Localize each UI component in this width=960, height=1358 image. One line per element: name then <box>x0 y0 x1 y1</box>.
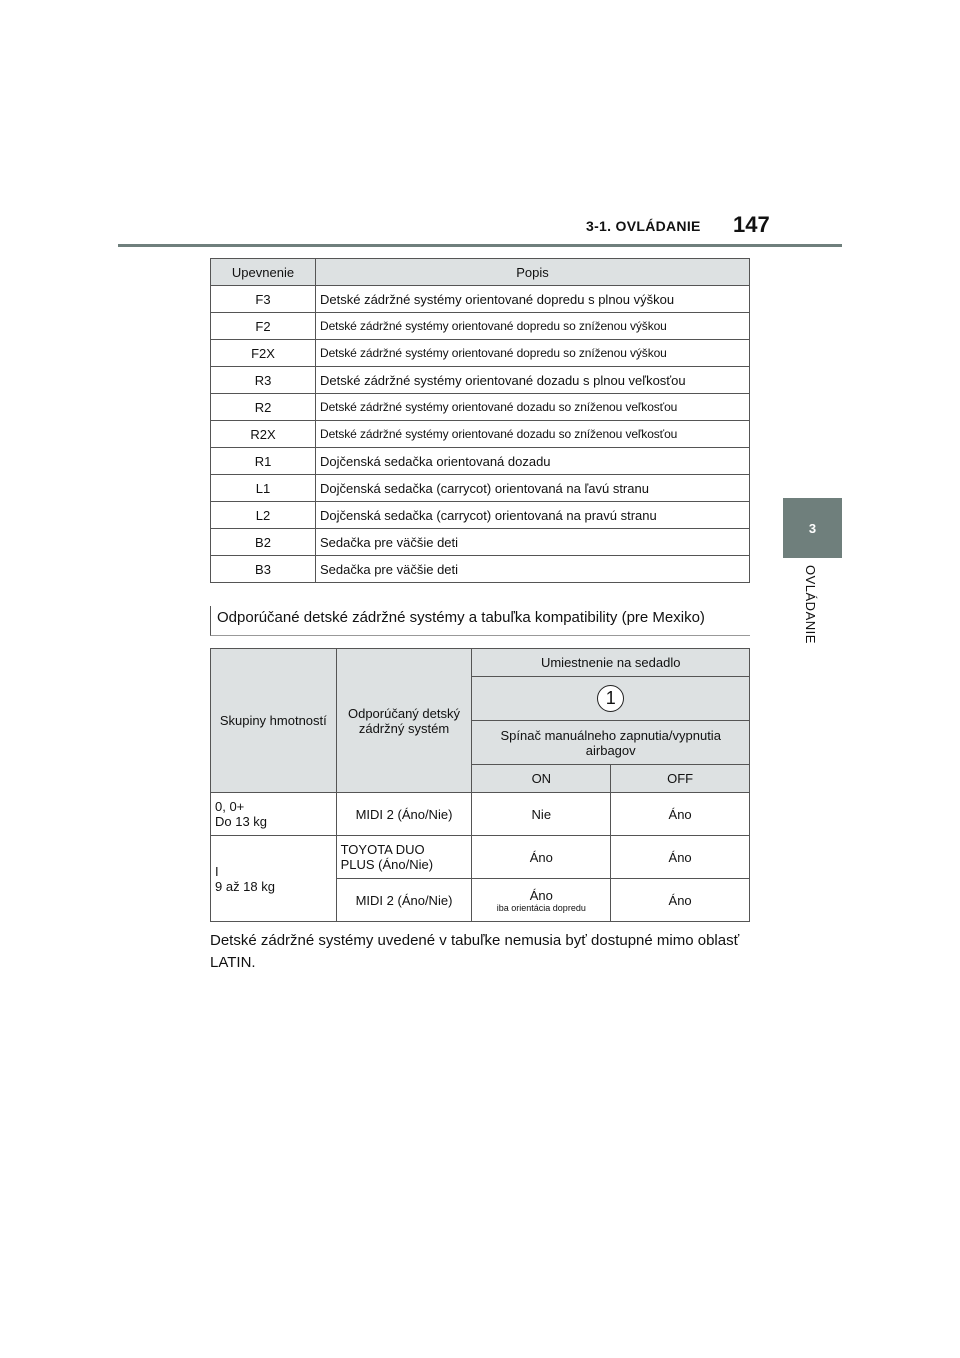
fixture-description: Dojčenská sedačka (carrycot) orientovaná na pravú stranu <box>316 502 750 529</box>
fixture-description: Detské zádržné systémy orientované dozadu s plnou veľkosťou <box>316 367 750 394</box>
table-row <box>211 448 750 475</box>
table-row <box>211 502 750 529</box>
table-row <box>211 475 750 502</box>
airbag-off-value: Áno <box>611 793 750 836</box>
column-header-airbag-switch <box>472 721 750 765</box>
system-variant: PLUS (Áno/Nie) <box>340 857 434 872</box>
compatibility-table <box>210 648 750 922</box>
fixture-code: L1 <box>211 475 316 502</box>
column-header-seat-position: Umiestnenie na sedadlo <box>472 649 750 677</box>
chapter-tab <box>783 498 842 558</box>
table-row <box>211 529 750 556</box>
column-header-fixture: Upevnenie <box>211 259 316 286</box>
fixture-code: B2 <box>211 529 316 556</box>
weight-group-name: I <box>215 863 219 879</box>
fixture-description: Sedačka pre väčšie deti <box>316 529 750 556</box>
airbag-on-value <box>472 879 611 922</box>
column-header-recommended-system <box>336 649 472 793</box>
recommended-system-label: Odporúčaný detský zádržný systém <box>347 705 460 736</box>
fixture-description: Detské zádržné systémy orientované dozadu so zníženou veľkosťou <box>316 421 750 448</box>
system-name: TOYOTA DUO <box>340 842 425 857</box>
recommended-system <box>336 836 472 879</box>
fixture-code: R1 <box>211 448 316 475</box>
table-row <box>211 286 750 313</box>
table-row <box>211 836 750 879</box>
table-row <box>211 340 750 367</box>
column-header-weight-group: Skupiny hmotností <box>211 649 337 793</box>
fixture-description: Detské zádržné systémy orientované dopredu so zníženou výškou <box>316 340 750 367</box>
availability-note: Detské zádržné systémy uvedené v tabuľke nemusia byť dostupné mimo oblasť LATIN. <box>210 932 740 971</box>
recommended-system: MIDI 2 (Áno/Nie) <box>336 879 472 922</box>
table-row <box>211 394 750 421</box>
weight-range: 9 až 18 kg <box>215 878 275 894</box>
table-row <box>211 793 750 836</box>
weight-group-cell <box>211 836 337 922</box>
recommended-system: MIDI 2 (Áno/Nie) <box>336 793 472 836</box>
on-value-note: iba orientácia dopredu <box>496 902 586 913</box>
table-row <box>211 421 750 448</box>
column-header-description: Popis <box>316 259 750 286</box>
fixture-description: Dojčenská sedačka orientovaná dozadu <box>316 448 750 475</box>
seat-number-cell <box>472 677 750 721</box>
fixture-code: R2X <box>211 421 316 448</box>
airbag-on-value: Áno <box>472 836 611 879</box>
fixture-description: Dojčenská sedačka (carrycot) orientovaná na ľavú stranu <box>316 475 750 502</box>
airbag-on-value: Nie <box>472 793 611 836</box>
weight-group-name: 0, 0+ <box>215 799 245 814</box>
table-header-row <box>211 259 750 286</box>
airbag-switch-label: Spínač manuálneho zapnutia/vypnutia airbagov <box>500 727 721 758</box>
fixture-code: F2X <box>211 340 316 367</box>
fixture-code: F3 <box>211 286 316 313</box>
airbag-off-value: Áno <box>611 836 750 879</box>
fixture-code: B3 <box>211 556 316 583</box>
fixture-code: R2 <box>211 394 316 421</box>
fixture-description: Detské zádržné systémy orientované dopredu s plnou výškou <box>316 286 750 313</box>
chapter-number: 3 <box>808 520 817 536</box>
fixture-code: F2 <box>211 313 316 340</box>
section-subheading: Odporúčané detské zádržné systémy a tabuľka kompatibility (pre Mexiko) <box>210 606 750 636</box>
fixture-description: Detské zádržné systémy orientované dozadu so zníženou veľkosťou <box>316 394 750 421</box>
weight-range: Do 13 kg <box>215 814 268 829</box>
on-value: Áno <box>529 887 553 903</box>
column-header-on: ON <box>472 765 611 793</box>
weight-group-cell <box>211 793 337 836</box>
fixture-description: Detské zádržné systémy orientované dopredu so zníženou výškou <box>316 313 750 340</box>
fixture-code: L2 <box>211 502 316 529</box>
table-row <box>211 367 750 394</box>
fixture-description: Sedačka pre väčšie deti <box>316 556 750 583</box>
seat-number-badge: 1 <box>597 685 624 712</box>
fixture-code: R3 <box>211 367 316 394</box>
table-row <box>211 556 750 583</box>
column-header-off: OFF <box>611 765 750 793</box>
section-title: 3-1. OVLÁDANIE <box>586 218 701 234</box>
header-divider <box>118 244 842 247</box>
chapter-label: OVLÁDANIE <box>803 565 818 644</box>
table-header-row <box>211 649 750 677</box>
table-row <box>211 313 750 340</box>
airbag-off-value: Áno <box>611 879 750 922</box>
fixture-table <box>210 258 750 583</box>
page-number: 147 <box>733 212 770 237</box>
